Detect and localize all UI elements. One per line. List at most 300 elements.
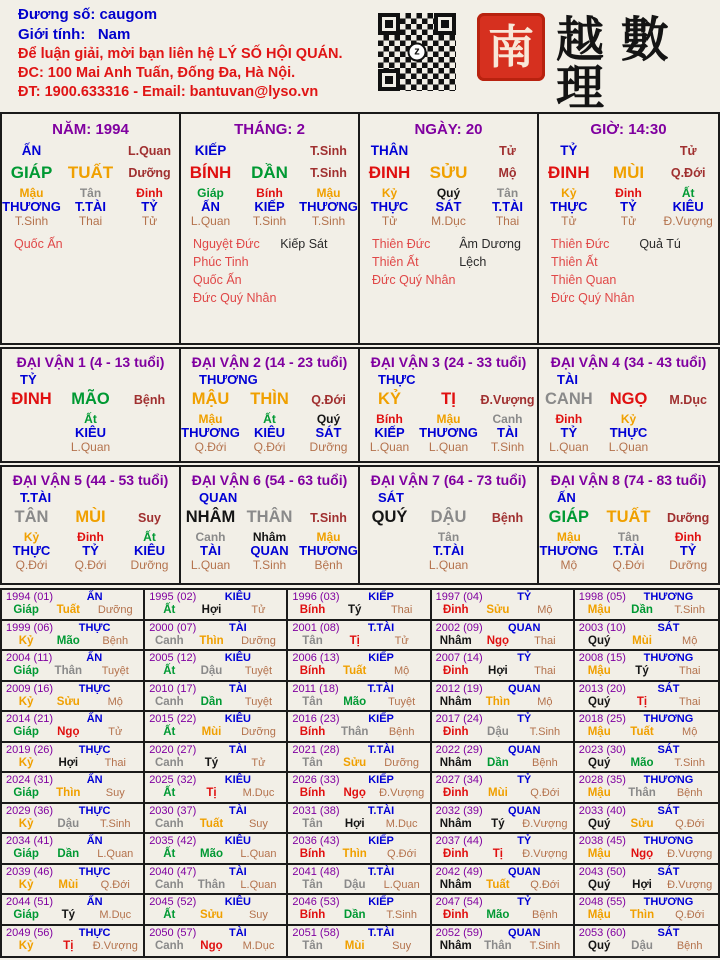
year-label: 2011 (18) bbox=[292, 682, 339, 695]
hidden-god: TÀI bbox=[497, 425, 518, 441]
year-cell-top bbox=[149, 896, 283, 909]
year-cell-top bbox=[6, 927, 140, 940]
year-cell-bottom bbox=[436, 665, 570, 678]
year-label: 2000 (07) bbox=[149, 621, 197, 634]
star-item: Đức Quý Nhân bbox=[551, 290, 635, 305]
year-can: Mậu bbox=[587, 665, 611, 678]
year-stage: M.Dục bbox=[242, 787, 275, 800]
year-cell-top bbox=[436, 896, 570, 909]
pillar-stage: Q.Đới bbox=[670, 166, 706, 180]
year-stage: Đ.Vượng bbox=[667, 878, 713, 891]
year-cell-bottom bbox=[579, 696, 715, 709]
year-cell bbox=[2, 834, 145, 865]
pillar-chi: MÙI bbox=[612, 163, 645, 182]
year-stage: T.Sinh bbox=[529, 939, 561, 952]
year-god: ẤN bbox=[86, 713, 103, 725]
dai-van-stage: Đ.Vượng bbox=[480, 392, 535, 407]
year-stage: Mộ bbox=[682, 634, 698, 647]
hidden-stage: Mộ bbox=[560, 557, 578, 572]
year-chi: Mão bbox=[343, 695, 367, 708]
pillar-god: TỶ bbox=[560, 143, 578, 158]
year-can: Bính bbox=[299, 787, 326, 800]
year-god: TÀI bbox=[228, 682, 247, 695]
hidden-stage: Tử bbox=[381, 213, 398, 228]
year-cell-top bbox=[436, 652, 570, 665]
year-cell-top bbox=[6, 866, 140, 879]
year-cell-bottom bbox=[436, 940, 570, 953]
year-chi: Ngọ bbox=[486, 634, 510, 647]
year-can: Nhâm bbox=[439, 939, 472, 952]
year-cell-top bbox=[436, 683, 570, 696]
year-god: TÀI bbox=[228, 621, 247, 634]
year-cell-top bbox=[6, 591, 140, 604]
year-cell-top bbox=[436, 591, 570, 604]
hidden-can: Kỷ bbox=[381, 186, 398, 200]
dai-van-can: MẬU bbox=[191, 390, 230, 408]
hidden-god: TỶ bbox=[620, 199, 637, 215]
year-stage: Tuyệt bbox=[388, 695, 416, 708]
qr-logo: z bbox=[408, 43, 427, 62]
year-god: THỰC bbox=[78, 682, 111, 695]
hidden-stage: L.Quan bbox=[369, 439, 410, 454]
hidden-can: Kỷ bbox=[620, 412, 637, 426]
year-cell-top bbox=[6, 713, 140, 726]
hidden-god: T.TÀI bbox=[612, 543, 645, 559]
year-cell-bottom bbox=[149, 909, 283, 922]
hidden-god: THỰC bbox=[609, 425, 648, 441]
year-cell-bottom bbox=[149, 818, 283, 831]
year-cell bbox=[288, 621, 431, 652]
year-god: THỰC bbox=[78, 865, 111, 878]
year-god: KIẾP bbox=[368, 896, 394, 908]
pillar-column bbox=[181, 114, 360, 343]
year-cell bbox=[145, 773, 288, 804]
hidden-stem bbox=[120, 187, 179, 228]
hidden-stem bbox=[61, 531, 120, 572]
dai-van-god: TÀI bbox=[557, 372, 578, 387]
hidden-can: Đinh bbox=[136, 186, 163, 200]
year-label: 2034 (41) bbox=[6, 835, 54, 847]
year-god: TÀI bbox=[228, 865, 247, 878]
year-label: 2009 (16) bbox=[6, 682, 54, 695]
hidden-stem bbox=[299, 187, 358, 228]
year-cell bbox=[288, 804, 431, 835]
year-cell-bottom bbox=[6, 665, 140, 678]
hidden-stage: T.Sinh bbox=[252, 557, 287, 572]
year-cell-top bbox=[149, 683, 283, 696]
year-cell-top bbox=[579, 835, 715, 848]
year-cell-top bbox=[292, 713, 426, 726]
hidden-stems bbox=[360, 413, 537, 454]
dai-van-stage: Bệnh bbox=[133, 392, 166, 407]
year-cell bbox=[2, 865, 145, 896]
year-cell-bottom bbox=[292, 848, 426, 861]
year-cell-bottom bbox=[149, 696, 283, 709]
year-cell-top bbox=[149, 866, 283, 879]
year-can: Canh bbox=[154, 878, 184, 891]
year-stage: L.Quan bbox=[97, 848, 134, 861]
year-label: 2016 (23) bbox=[292, 713, 340, 725]
year-stage: M.Dục bbox=[242, 939, 275, 952]
year-label: 2033 (40) bbox=[578, 804, 626, 817]
year-can: Mậu bbox=[587, 909, 611, 922]
year-cell-bottom bbox=[6, 848, 140, 861]
year-cell-top bbox=[6, 652, 140, 665]
year-chi: Tuất bbox=[342, 665, 367, 678]
year-label: 2019 (26) bbox=[6, 743, 54, 756]
hidden-god: THƯƠNG bbox=[419, 425, 478, 441]
year-cell bbox=[575, 590, 718, 621]
year-label: 2022 (29) bbox=[435, 743, 483, 756]
year-god: KIÊU bbox=[224, 713, 251, 725]
year-label: 2006 (13) bbox=[292, 652, 340, 664]
year-cell bbox=[288, 773, 431, 804]
star-item: Âm Dương Lệch bbox=[459, 237, 521, 270]
dai-van-chi: MÃO bbox=[71, 390, 110, 408]
year-cell-bottom bbox=[436, 726, 570, 739]
year-god: THỰC bbox=[78, 926, 111, 939]
year-cell bbox=[2, 773, 145, 804]
year-cell-top bbox=[292, 774, 426, 787]
hidden-stage: Q.Đới bbox=[253, 439, 286, 454]
year-stage: Tuyệt bbox=[101, 665, 129, 678]
dai-van-row-2 bbox=[0, 465, 720, 585]
hidden-god: THỰC bbox=[370, 199, 409, 215]
dai-van-canchi-row bbox=[539, 390, 718, 409]
year-stage: Đ.Vượng bbox=[667, 848, 713, 861]
year-stage: Mộ bbox=[107, 695, 123, 708]
year-stage: L.Quan bbox=[383, 878, 420, 891]
year-god: T.TÀI bbox=[367, 743, 395, 756]
year-can: Quý bbox=[588, 817, 611, 830]
year-cell bbox=[288, 651, 431, 682]
year-chi: Tý bbox=[635, 665, 649, 678]
year-stage: L.Quan bbox=[240, 848, 277, 861]
year-label: 2027 (34) bbox=[435, 774, 483, 786]
year-cell bbox=[432, 682, 575, 713]
year-stage: Tử bbox=[251, 604, 266, 617]
year-cell bbox=[2, 682, 145, 713]
hidden-can: Kỷ bbox=[23, 530, 40, 544]
hidden-god: TỶ bbox=[141, 199, 158, 215]
year-cell-top bbox=[436, 835, 570, 848]
hidden-stems bbox=[539, 413, 718, 454]
year-cell bbox=[432, 895, 575, 926]
hidden-stem bbox=[181, 531, 240, 572]
hidden-god: THƯƠNG bbox=[299, 199, 358, 215]
dai-van-chi: DẬU bbox=[430, 508, 467, 526]
year-cell-bottom bbox=[149, 665, 283, 678]
stars-red-list bbox=[14, 236, 101, 254]
year-cell bbox=[432, 712, 575, 743]
year-cell-bottom bbox=[6, 726, 140, 739]
year-label: 2020 (27) bbox=[149, 743, 197, 756]
year-cell-bottom bbox=[579, 940, 715, 953]
hidden-stem bbox=[360, 413, 419, 454]
pillar-title: GIỜ: 14:30 bbox=[590, 121, 667, 138]
hidden-stem bbox=[2, 187, 61, 228]
year-can: Kỷ bbox=[18, 817, 34, 830]
year-god: THƯƠNG bbox=[643, 835, 694, 847]
dai-van-god: THỰC bbox=[378, 372, 416, 387]
year-label: 2031 (38) bbox=[292, 804, 340, 817]
year-can: Ất bbox=[163, 787, 176, 800]
year-label: 2014 (21) bbox=[6, 713, 54, 725]
year-cell-top bbox=[579, 866, 715, 879]
year-cell bbox=[432, 773, 575, 804]
dai-van-god: ẤN bbox=[557, 490, 576, 505]
year-stage: Thai bbox=[104, 756, 126, 769]
hidden-can: Quý bbox=[436, 186, 461, 200]
dai-van-title: ĐẠI VẬN 5 (44 - 53 tuổi) bbox=[12, 472, 169, 488]
year-god: THƯƠNG bbox=[643, 591, 694, 603]
year-cell-bottom bbox=[292, 757, 426, 770]
hidden-stem bbox=[61, 413, 120, 454]
pillar-top-row bbox=[539, 143, 718, 158]
pillar-column bbox=[2, 114, 181, 343]
year-label: 2052 (59) bbox=[435, 926, 483, 939]
year-cell-bottom bbox=[579, 604, 715, 617]
year-cell-top bbox=[149, 713, 283, 726]
hidden-stage: M.Dục bbox=[431, 213, 466, 228]
year-can: Ất bbox=[163, 665, 176, 678]
year-label: 2042 (49) bbox=[435, 865, 483, 878]
year-cell bbox=[432, 621, 575, 652]
year-chi: Thìn bbox=[485, 695, 511, 708]
year-cell-bottom bbox=[6, 635, 140, 648]
contact-line-1: Để luận giải, mời bạn liên hệ LÝ SỐ HỘI QUÁN. bbox=[18, 45, 343, 62]
year-cell bbox=[2, 926, 145, 957]
year-cell bbox=[288, 743, 431, 774]
hidden-can: Ất bbox=[143, 530, 156, 544]
year-cell-top bbox=[579, 683, 715, 696]
pillar-top-row bbox=[2, 143, 179, 158]
gender: Giới tính: Nam bbox=[18, 25, 131, 43]
year-cell bbox=[145, 712, 288, 743]
year-god: QUAN bbox=[508, 865, 541, 878]
dai-van-canchi-row bbox=[360, 390, 537, 409]
hidden-stage: Bệnh bbox=[314, 557, 343, 572]
hidden-stem bbox=[181, 413, 240, 454]
year-cell-bottom bbox=[6, 879, 140, 892]
year-cell-bottom bbox=[579, 879, 715, 892]
year-label: 2021 (28) bbox=[292, 743, 340, 756]
year-chi: Tuất bbox=[199, 817, 224, 830]
year-label: 2013 (20) bbox=[578, 682, 626, 695]
year-chi: Ngọ bbox=[343, 787, 366, 800]
hidden-can: Ất bbox=[84, 412, 97, 426]
year-cell-top bbox=[436, 774, 570, 787]
dai-van-row-1 bbox=[0, 347, 720, 463]
hidden-stage: L.Quan bbox=[428, 439, 469, 454]
year-cell-top bbox=[6, 805, 140, 818]
hidden-stem bbox=[599, 531, 659, 572]
year-cell-bottom bbox=[6, 909, 140, 922]
year-can: Nhâm bbox=[439, 695, 472, 708]
dai-van-god: THƯƠNG bbox=[199, 372, 258, 387]
year-chi: Sửu bbox=[630, 817, 654, 830]
stars-area bbox=[360, 236, 537, 289]
dai-van-stage: Dưỡng bbox=[667, 510, 710, 525]
year-cell-top bbox=[579, 713, 715, 726]
qr-finder-icon bbox=[378, 13, 400, 35]
year-cell bbox=[2, 590, 145, 621]
year-label: 2049 (56) bbox=[6, 926, 54, 939]
dai-van-can: ĐINH bbox=[11, 390, 52, 408]
year-cell-top bbox=[292, 744, 426, 757]
year-cell bbox=[2, 651, 145, 682]
hidden-stem bbox=[599, 187, 659, 228]
year-cell bbox=[145, 682, 288, 713]
year-cell-top bbox=[436, 866, 570, 879]
hidden-stems bbox=[2, 187, 179, 228]
year-god: KIÊU bbox=[224, 591, 251, 603]
year-stage: T.Sinh bbox=[674, 604, 705, 617]
year-chi: Mão bbox=[486, 909, 510, 922]
year-label: 2029 (36) bbox=[6, 804, 54, 817]
year-cell-bottom bbox=[6, 787, 140, 800]
year-cell-top bbox=[579, 774, 715, 787]
pillar-can: GIÁP bbox=[10, 163, 53, 182]
year-can: Tân bbox=[302, 634, 323, 647]
year-chi: Ngọ bbox=[200, 939, 223, 952]
year-cell bbox=[145, 804, 288, 835]
hidden-stem bbox=[2, 531, 61, 572]
year-chi: Tý bbox=[61, 909, 75, 922]
year-stage: Suy bbox=[248, 909, 268, 922]
hidden-can: Đinh bbox=[615, 186, 642, 200]
hidden-stem bbox=[181, 187, 240, 228]
dai-van-title: ĐẠI VẬN 2 (14 - 23 tuổi) bbox=[191, 354, 348, 370]
year-cell-top bbox=[6, 744, 140, 757]
year-can: Bính bbox=[299, 726, 326, 739]
stars-black-list bbox=[459, 236, 529, 289]
year-cell bbox=[575, 651, 718, 682]
dai-van-god: TỶ bbox=[20, 372, 37, 387]
year-can: Bính bbox=[299, 665, 326, 678]
stars-area bbox=[2, 236, 179, 254]
year-stage: Suy bbox=[392, 939, 412, 952]
dai-van-stage: M.Dục bbox=[669, 392, 707, 407]
header bbox=[0, 0, 720, 116]
year-cell bbox=[575, 743, 718, 774]
year-cell bbox=[145, 834, 288, 865]
star-item: Kiếp Sát bbox=[280, 237, 328, 252]
year-stage: Bệnh bbox=[532, 909, 558, 922]
year-cell-bottom bbox=[292, 818, 426, 831]
year-can: Kỷ bbox=[18, 878, 34, 891]
year-god: KIÊU bbox=[224, 835, 251, 847]
year-label: 2044 (51) bbox=[6, 896, 54, 908]
year-god: QUAN bbox=[508, 926, 541, 939]
pillar-top-row bbox=[360, 143, 537, 158]
year-label: 2046 (53) bbox=[292, 896, 340, 908]
hidden-stem bbox=[539, 413, 599, 454]
year-stage: Dưỡng bbox=[241, 726, 276, 739]
year-cell-bottom bbox=[149, 879, 283, 892]
year-god: THƯƠNG bbox=[643, 896, 694, 908]
year-label: 2026 (33) bbox=[292, 774, 340, 786]
year-chi: Tị bbox=[349, 634, 360, 647]
pillars-section bbox=[0, 112, 720, 345]
year-can: Canh bbox=[154, 817, 184, 830]
year-chi: Mão bbox=[630, 756, 654, 769]
year-label: 2038 (45) bbox=[578, 835, 626, 847]
year-label: 2002 (09) bbox=[435, 621, 483, 634]
year-can: Mậu bbox=[587, 787, 611, 800]
hidden-god: THỰC bbox=[550, 199, 588, 215]
year-god: TỶ bbox=[517, 774, 532, 786]
year-cell bbox=[575, 712, 718, 743]
year-cell bbox=[288, 590, 431, 621]
star-item: Quốc Ấn bbox=[193, 272, 242, 287]
pillar-stage: Dưỡng bbox=[128, 166, 171, 180]
stars-black-list bbox=[639, 236, 710, 307]
year-label: 2005 (12) bbox=[149, 652, 197, 664]
year-label: 2012 (19) bbox=[435, 682, 483, 695]
dai-van-stage: Q.Đới bbox=[311, 392, 346, 407]
year-cell-bottom bbox=[436, 696, 570, 709]
hidden-stem bbox=[658, 187, 718, 228]
pillar-top-stage: Tử bbox=[679, 143, 697, 158]
year-stage: Q.Đới bbox=[100, 878, 130, 891]
year-stage: Bệnh bbox=[676, 939, 703, 952]
year-label: 2007 (14) bbox=[435, 652, 483, 664]
hidden-stem bbox=[240, 187, 299, 228]
year-stage: Tuyệt bbox=[244, 695, 273, 708]
year-cell bbox=[288, 712, 431, 743]
year-chi: Thân bbox=[484, 939, 512, 952]
hidden-stage: Dưỡng bbox=[669, 557, 708, 572]
year-can: Ất bbox=[163, 909, 176, 922]
year-stage: Dưỡng bbox=[384, 756, 420, 769]
hidden-can: Canh bbox=[492, 412, 523, 426]
year-label: 2008 (15) bbox=[578, 652, 626, 664]
hidden-god: THƯƠNG bbox=[299, 543, 358, 559]
year-god: T.TÀI bbox=[367, 865, 395, 878]
year-can: Tân bbox=[302, 756, 323, 769]
year-cell-top bbox=[149, 744, 283, 757]
year-can: Ất bbox=[163, 726, 176, 739]
year-stage: Thai bbox=[678, 695, 701, 708]
hidden-stem bbox=[120, 531, 179, 572]
dai-van-stage: Bệnh bbox=[491, 510, 524, 525]
year-god: THỰC bbox=[78, 621, 111, 634]
year-god: THỰC bbox=[78, 743, 111, 756]
hidden-stem bbox=[539, 531, 599, 572]
year-cell-top bbox=[149, 622, 283, 635]
pillar-god: THÂN bbox=[370, 143, 409, 158]
hidden-can: Mậu bbox=[316, 186, 341, 200]
year-god: ẤN bbox=[86, 835, 103, 847]
dai-van-chi: TỊ bbox=[441, 390, 456, 408]
year-stage: Mộ bbox=[682, 726, 698, 739]
hidden-god: SÁT bbox=[435, 199, 462, 215]
dai-van-can: GIÁP bbox=[548, 508, 589, 526]
year-chi: Thân bbox=[197, 878, 226, 891]
year-cell-top bbox=[292, 927, 426, 940]
year-cell-bottom bbox=[149, 635, 283, 648]
stars-red-list bbox=[372, 236, 459, 289]
year-chi: Thìn bbox=[342, 848, 367, 861]
year-can: Giáp bbox=[13, 604, 39, 617]
pillar-stage: Mộ bbox=[498, 166, 517, 180]
year-label: 2039 (46) bbox=[6, 865, 54, 878]
dai-van-cell bbox=[360, 467, 539, 583]
year-can: Giáp bbox=[13, 787, 39, 800]
year-chi: Thân bbox=[340, 726, 369, 739]
year-cell-top bbox=[436, 622, 570, 635]
